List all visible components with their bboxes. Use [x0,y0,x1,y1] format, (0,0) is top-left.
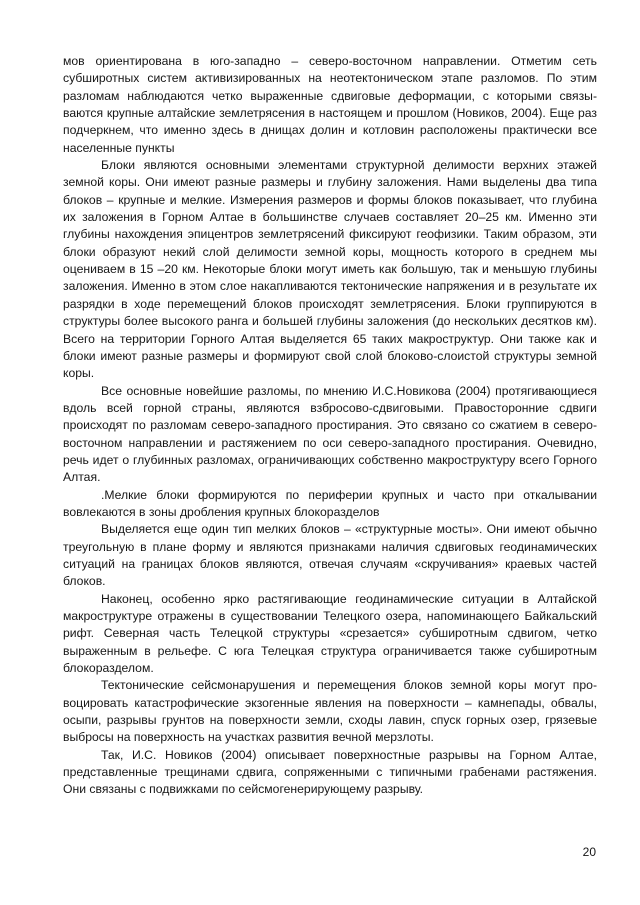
paragraph-7: Тектонические сейсмонарушения и перемещения блоков земной коры могут провоцировать катастрофические экзогенные явления на поверхности – камнепады, обвалы, осыпи, разрывы грунтов на поверхности земли, сходы лавин, спуск горных озер, грязевые выбросы на поверхность на участках развития вечной мерзлоты. [63,678,597,745]
paragraph-3: Все основные новейшие разломы, по мнению И.С.Новикова (2004) протягивающиеся вдоль всей горной страны, являются взбросово-сдвиговыми. Правосторонние сдвиги происходят по разломам северо-западного простирания. Это связано со сжатием в северо-восточном направлении и растяжением по оси северо-западного простирания. Очевидно, речь идет о глубинных разломах, ограничивающих собственно макроструктуру всего Горного Алтая. [63,383,597,485]
document-body [63,53,597,799]
paragraph-5: Выделяется еще один тип мелких блоков – «структурные мосты». Они имеют обычно треугольную в плане форму и являются признаками наличия сдвиговых геодинамических ситуаций на границах блоков являются, отвечая случаям «скручивания» краевых частей блоков. [63,522,597,589]
page-number: 20 [582,845,596,859]
paragraph-8: Так, И.С. Новиков (2004) описывает поверхностные разрывы на Горном Алтае, представленные трещинами сдвига, сопряженными с типичными грабенами растяжения. Они связаны с подвижками по сейсмогенерирующему разрыву. [63,747,597,797]
paragraph-6: Наконец, особенно ярко растягивающие геодинамические ситуации в Алтайской макроструктуре отражены в существовании Телецкого озера, напоминающего Байкальский рифт. Северная часть Телецкой структуры «срезается» субширотным сдвигом, четко выраженным в рельефе. С юга Телецкая структура ограничивается также субширотным блокоразделом. [63,591,597,676]
paragraph-1: мов ориентирована в юго-западно – северо-восточном направлении. Отметим сеть субширотных систем активизированных на неотектоническом этапе разломов. По этим разломам наблюдаются четко выраженные сдвиговые деформации, с которыми связываются крупные алтайские землетрясения в настоящем и прошлом (Новиков, 2004). Еще раз подчеркнем, что именно здесь в днищах долин и котловин расположены практически все населенные пункты [63,54,597,155]
paragraph-4: .Мелкие блоки формируются по периферии крупных и часто при откалывании вовлекаются в зоны дробления крупных блокоразделов [63,487,597,519]
paragraph-2: Блоки являются основными элементами структурной делимости верхних этажей земной коры. Они имеют разные размеры и глубину заложения. Нами выделены два типа блоков – крупные и мелкие. Измерения размеров и формы блоков показывает, что глубина их заложения в Горном Алтае в большинстве случаев составляет 20–25 км. Именно эти глубины нахождения эпицентров землетрясений фиксируют геофизики. Таким образом, эти блоки образуют некий слой делимости земной коры, мощность которого в среднем мы оцениваем в 15 –20 км. Некоторые блоки могут иметь как большую, так и меньшую глубины заложения. Именно в этом слое накапливаются тектонические напряжения и в результате их разрядки в ходе перемещений блоков происходят землетрясения. Блоки группируются в структуры более высокого ранга и большей глубины заложения (до нескольких десятков км). Всего на территории Горного Алтая выделяется 65 таких макроструктур. Они также как и блоки имеют разные размеры и формируют свой слой блоково-слоистой структуры земной коры. [63,158,597,381]
